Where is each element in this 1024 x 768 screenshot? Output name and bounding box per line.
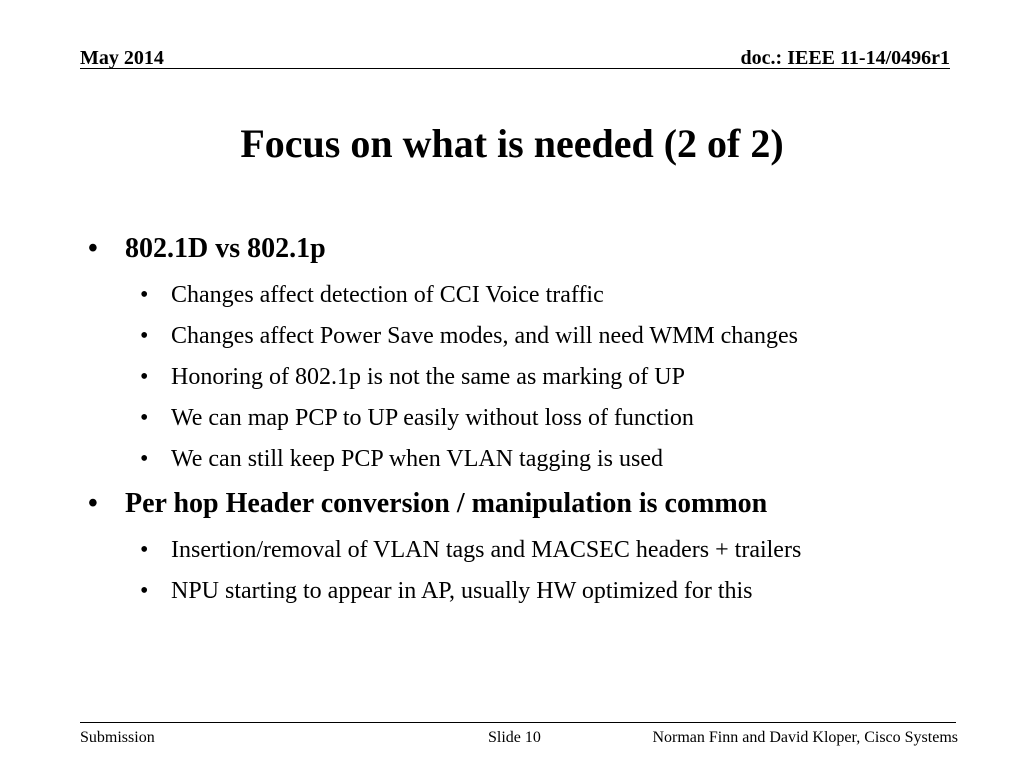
bullet-icon: • [140,578,149,604]
bullet-icon: • [140,446,149,472]
bullet-icon: • [140,323,149,349]
footer-divider [80,722,956,723]
list-item-text: We can map PCP to UP easily without loss of function [171,405,694,431]
list-item-text: We can still keep PCP when VLAN tagging is used [171,446,664,472]
bullet-icon: • [88,233,98,264]
slide-title: Focus on what is needed (2 of 2) [240,121,784,166]
list-item-text: Changes affect detection of CCI Voice traffic [171,282,604,308]
header-doc-id: doc.: IEEE 11-14/0496r1 [740,47,950,69]
list-item-text: NPU starting to appear in AP, usually HW optimized for this [171,578,753,604]
section-heading-text: 802.1D vs 802.1p [125,233,326,264]
bullet-icon: • [88,488,98,519]
bullet-icon: • [140,364,149,390]
footer-slide-number: Slide 10 [488,729,541,746]
section-heading-text: Per hop Header conversion / manipulation is common [125,488,768,519]
list-item-text: Honoring of 802.1p is not the same as marking of UP [171,364,685,390]
footer-authors: Norman Finn and David Kloper, Cisco Systems [652,729,958,746]
bullet-icon: • [140,537,149,563]
footer-submission: Submission [80,729,155,746]
list-item-text: Insertion/removal of VLAN tags and MACSEC headers + trailers [171,537,802,563]
header-date: May 2014 [80,47,164,69]
list-item-text: Changes affect Power Save modes, and will need WMM changes [171,323,798,349]
bullet-icon: • [140,405,149,431]
bullet-icon: • [140,282,149,308]
